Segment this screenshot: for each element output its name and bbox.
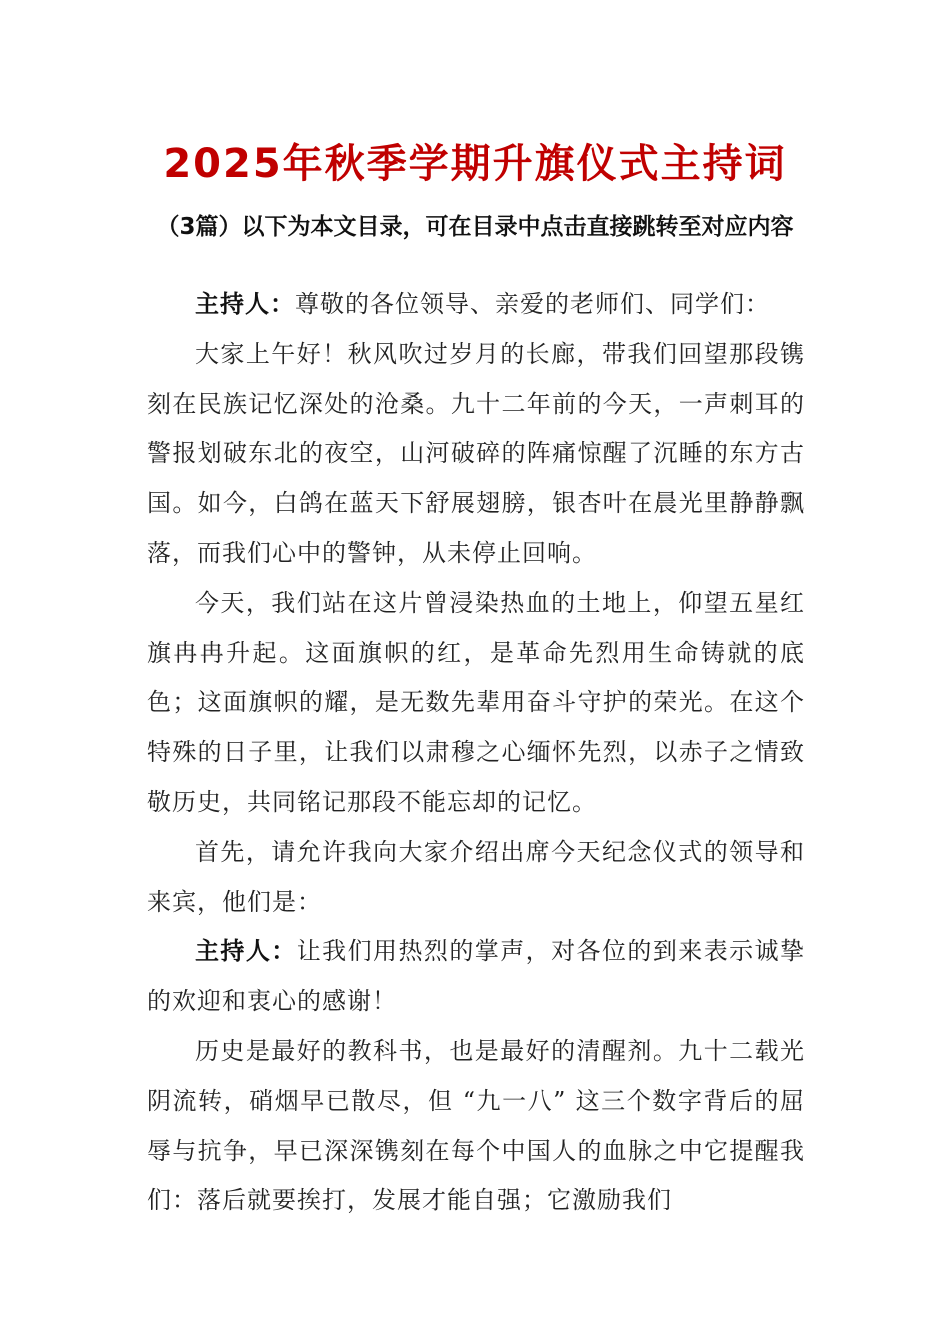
paragraph-text: 让我们用热烈的掌声，对各位的到来表示诚挚的欢迎和衷心的感谢！ [147,937,806,1016]
paragraph-text: 首先，请允许我向大家介绍出席今天纪念仪式的领导和来宾，他们是： [147,837,805,916]
paragraph [147,828,805,928]
document-title: 2025年秋季学期升旗仪式主持词 [163,141,787,187]
paragraph [147,579,805,828]
paragraph [147,280,805,330]
document-body [147,280,805,1226]
paragraph-text: 历史是最好的教科书，也是最好的清醒剂。九十二载光阴流转，硝烟早已散尽，但 “九一八” 这三个数字背后的屈辱与抗争，早已深深镌刻在每个中国人的血脉之中它提醒我们：落后就要挨打，发展才能自强；它激励我们 [147,1036,805,1215]
document-subtitle: （3篇）以下为本文目录，可在目录中点击直接跳转至对应内容 [156,214,794,240]
paragraph-text: 大家上午好！秋风吹过岁月的长廊，带我们回望那段镌刻在民族记忆深处的沧桑。九十二年前的今天，一声刺耳的警报划破东北的夜空，山河破碎的阵痛惊醒了沉睡的东方古国。如今，白鸽在蓝天下舒展翅膀，银杏叶在晨光里静静飘落，而我们心中的警钟，从未停止回响。 [147,339,805,567]
speaker-label: 主持人： [195,290,295,318]
paragraph [147,927,805,1027]
paragraph-text: 今天，我们站在这片曾浸染热血的土地上，仰望五星红旗冉冉升起。这面旗帜的红，是革命先烈用生命铸就的底色；这面旗帜的耀，是无数先辈用奋斗守护的荣光。在这个特殊的日子里，让我们以肃穆之心缅怀先烈，以赤子之情致敬历史，共同铭记那段不能忘却的记忆。 [147,588,805,816]
speaker-label: 主持人： [195,937,297,966]
paragraph [147,330,805,579]
paragraph-text: 尊敬的各位领导、亲爱的老师们、同学们： [295,290,770,318]
paragraph [147,1027,805,1226]
